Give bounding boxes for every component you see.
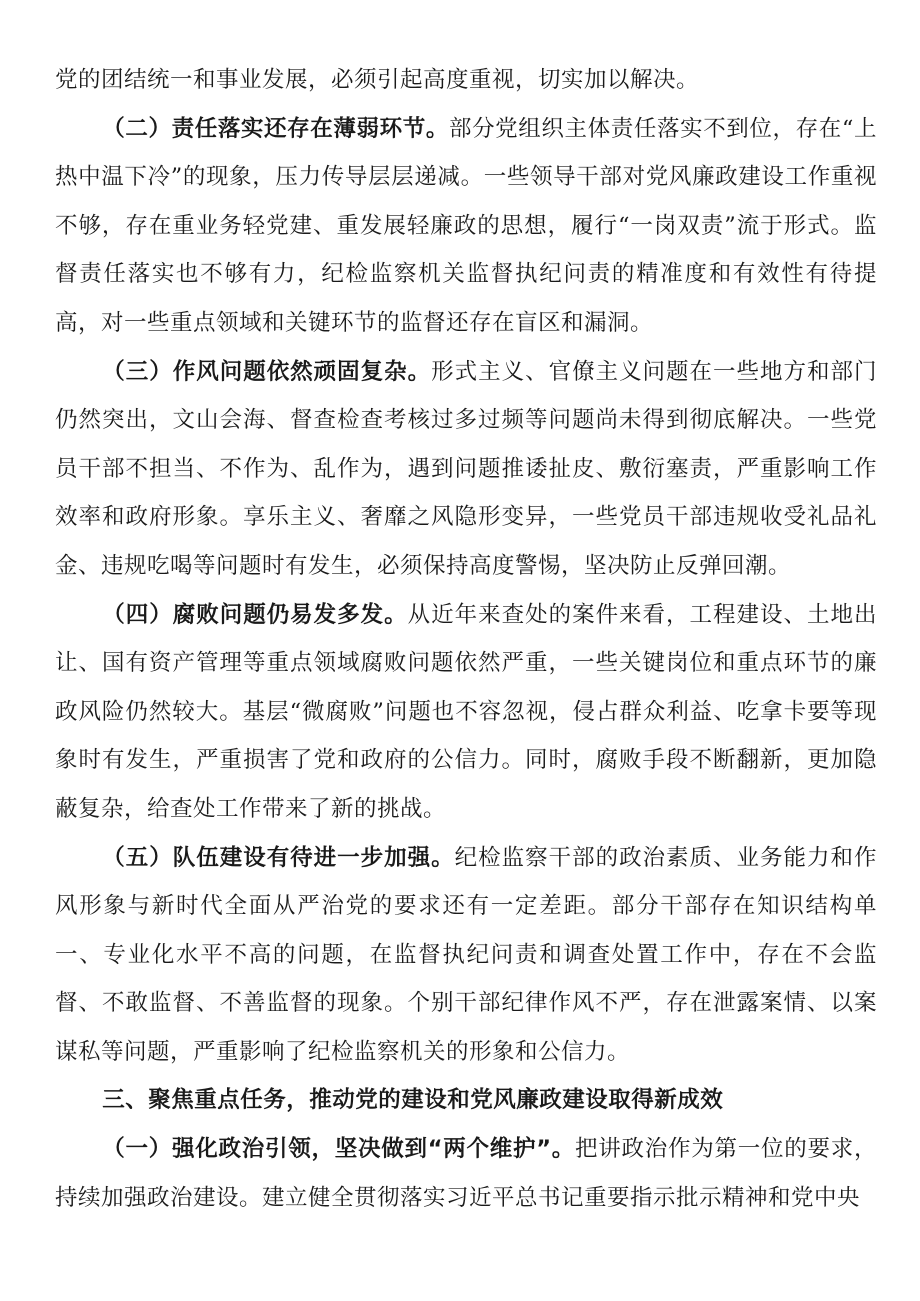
paragraph-lead: （一）强化政治引领，坚决做到“两个维护”。 <box>102 1136 576 1163</box>
paragraph-body: 从近年来查处的案件来看，工程建设、土地出让、国有资产管理等重点领域腐败问题依然严重，一些关键岗位和重点环节的廉政风险仍然较大。基层“微腐败”问题也不容忽视，侵占群众利益、吃拿卡要等现象时有发生，严重损害了党和政府的公信力。同时，腐败手段不断翻新，更加隐蔽复杂，给查处工作带来了新的挑战。 <box>55 601 877 822</box>
paragraph-body: 部分党组织主体责任落实不到位，存在“上热中温下冷”的现象，压力传导层层递减。一些领导干部对党风廉政建设工作重视不够，存在重业务轻党建、重发展轻廉政的思想，履行“一岗双责”流于形式。监督责任落实也不够有力，纪检监察机关监督执纪问责的精准度和有效性有待提高，对一些重点领域和关键环节的监督还存在盲区和漏洞。 <box>55 115 877 336</box>
paragraph-body: 纪检监察干部的政治素质、业务能力和作风形象与新时代全面从严治党的要求还有一定差距。部分干部存在知识结构单一、专业化水平不高的问题，在监督执纪问责和调查处置工作中，存在不会监督、不敢监督、不善监督的现象。个别干部纪律作风不严，存在泄露案情、以案谋私等问题，严重影响了纪检监察机关的形象和公信力。 <box>55 844 877 1065</box>
paragraph-body: 党的团结统一和事业发展，必须引起高度重视，切实加以解决。 <box>55 67 700 93</box>
paragraph-corruption <box>55 591 877 834</box>
paragraph-team-building <box>55 834 877 1077</box>
document-page <box>55 56 877 1222</box>
paragraph-responsibility <box>55 105 877 348</box>
paragraph-lead: （四）腐败问题仍易发多发。 <box>102 601 408 628</box>
paragraph-body: 把讲政治作为第一位的要求，持续加强政治建设。建立健全贯彻落实习近平总书记重要指示批示精神和党中央 <box>55 1136 877 1211</box>
paragraph-continuation <box>55 56 877 105</box>
paragraph-work-style <box>55 348 877 591</box>
paragraph-lead: （五）队伍建设有待进一步加强。 <box>102 844 455 871</box>
paragraph-political-guidance <box>55 1125 877 1222</box>
paragraph-lead: （二）责任落实还存在薄弱环节。 <box>102 115 449 142</box>
paragraph-body: 形式主义、官僚主义问题在一些地方和部门仍然突出，文山会海、督查检查考核过多过频等问题尚未得到彻底解决。一些党员干部不担当、不作为、乱作为，遇到问题推诿扯皮、敷衍塞责，严重影响工作效率和政府形象。享乐主义、奢靡之风隐形变异，一些党员干部违规收受礼品礼金、违规吃喝等问题时有发生，必须保持高度警惕，坚决防止反弹回潮。 <box>55 358 877 579</box>
section-heading: 三、聚焦重点任务，推动党的建设和党风廉政建设取得新成效 <box>102 1087 724 1114</box>
paragraph-lead: （三）作风问题依然顽固复杂。 <box>102 358 432 385</box>
